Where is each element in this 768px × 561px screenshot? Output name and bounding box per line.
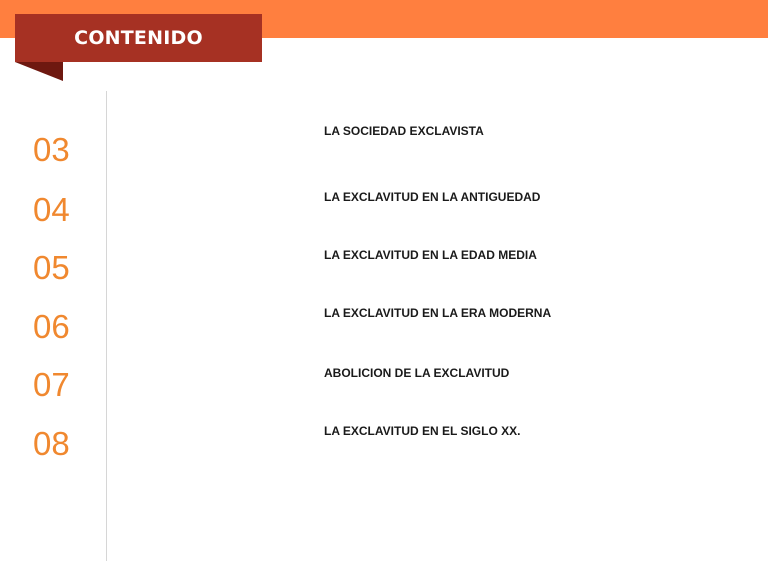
toc-entry-title: LA EXCLAVITUD EN LA EDAD MEDIA: [324, 248, 537, 262]
page-title: CONTENIDO: [74, 27, 203, 49]
toc-entry-title: LA SOCIEDAD EXCLAVISTA: [324, 124, 484, 138]
toc-page-number: 03: [33, 131, 70, 168]
toc-page-number: 08: [33, 425, 70, 462]
toc-entry-title: LA EXCLAVITUD EN LA ANTIGUEDAD: [324, 190, 541, 204]
ribbon-fold-decoration: [15, 62, 63, 81]
toc-page-number: 07: [33, 366, 70, 403]
toc-entry-title: LA EXCLAVITUD EN LA ERA MODERNA: [324, 306, 552, 320]
vertical-divider: [106, 91, 107, 561]
toc-page-number: 05: [33, 249, 70, 286]
title-ribbon: [15, 14, 262, 62]
toc-page-number: 06: [33, 308, 70, 345]
toc-entry-title: ABOLICION DE LA EXCLAVITUD: [324, 366, 510, 380]
toc-page-number: 04: [33, 191, 70, 228]
toc-entry-title: LA EXCLAVITUD EN EL SIGLO XX.: [324, 424, 521, 438]
